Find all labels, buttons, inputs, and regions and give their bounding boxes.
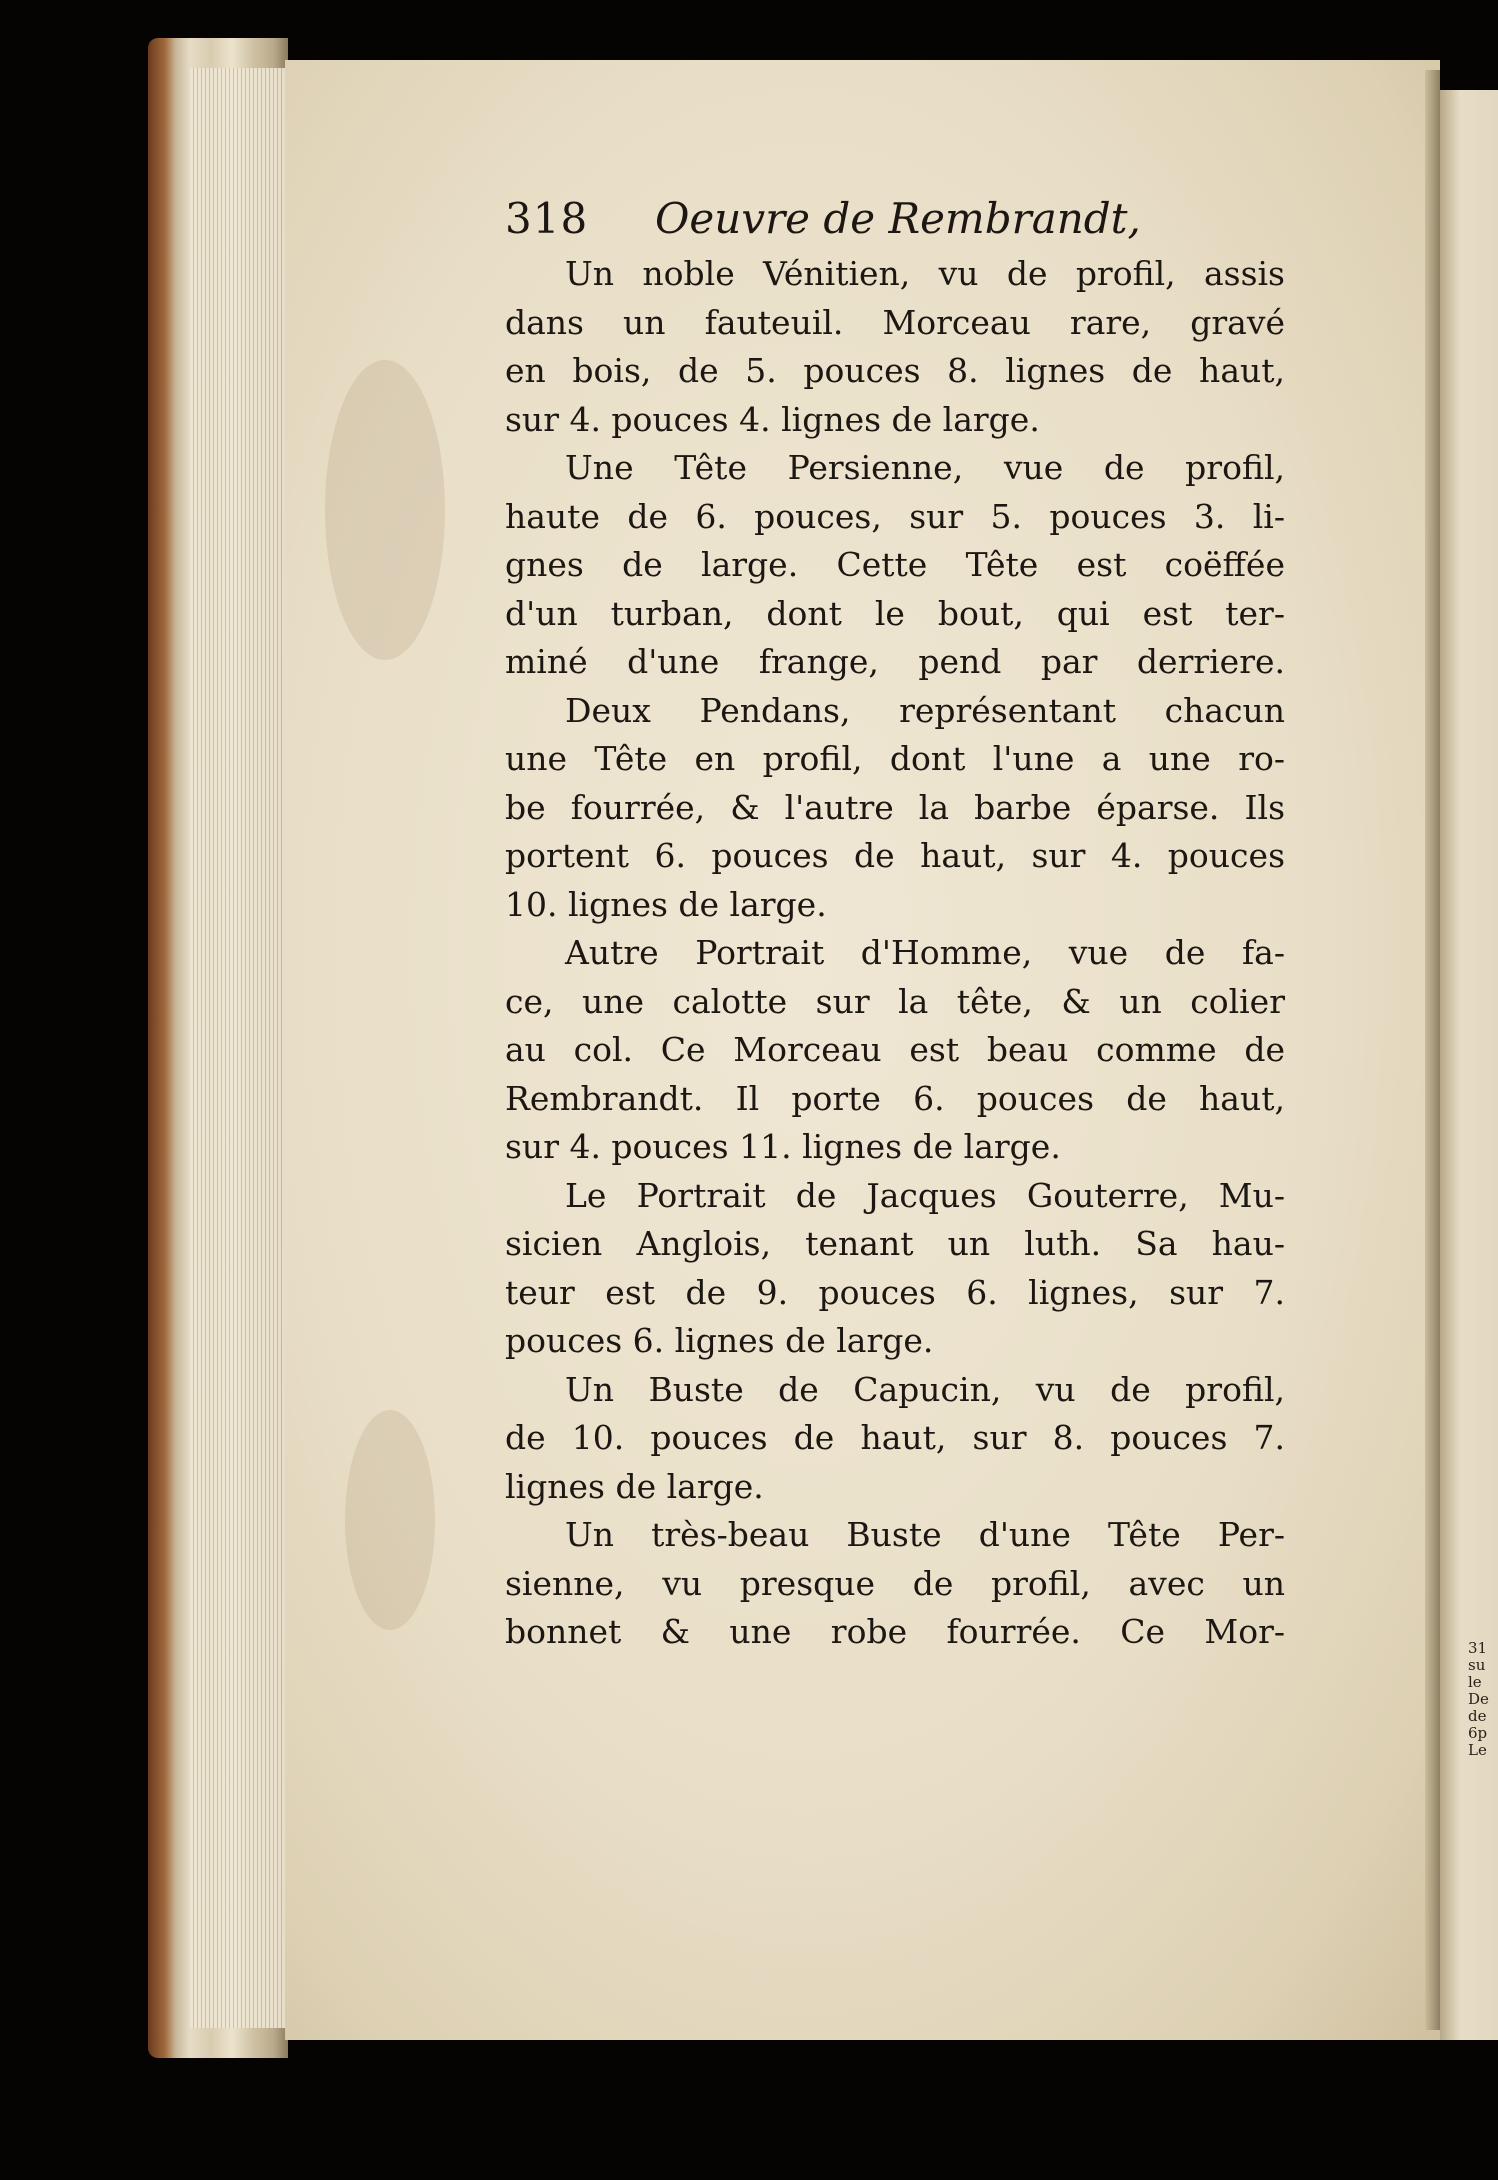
page-stain [325, 360, 445, 660]
book-gutter [1425, 70, 1440, 2030]
text-line: haute de 6. pouces, sur 5. pouces 3. li- [505, 496, 1285, 536]
text-line: ce, une calotte sur la tête, & un colier [505, 981, 1285, 1021]
text-line: sur 4. pouces 4. lignes de large. [505, 399, 1040, 439]
text-line: d'un turban, dont le bout, qui est ter- [505, 593, 1285, 633]
text-line: Le Portrait de Jacques Gouterre, Mu- [565, 1175, 1285, 1215]
text-line: lignes de large. [505, 1466, 764, 1506]
text-line: bonnet & une robe fourrée. Ce Mor- [505, 1612, 1285, 1651]
text-line: Autre Portrait d'Homme, vue de fa- [565, 933, 1285, 972]
text-line: une Tête en profil, dont l'une a une ro- [505, 739, 1285, 778]
text-line: Une Tête Persienne, vue de profil, [565, 448, 1285, 487]
text-line: de 10. pouces de haut, sur 8. pouces 7. [505, 1418, 1285, 1457]
page-text [505, 188, 1285, 1657]
running-title: Oeuvre de Rembrandt, [655, 194, 1141, 243]
facing-page-edge [1440, 90, 1498, 2040]
text-line: Un très-beau Buste d'une Tête Per- [565, 1515, 1285, 1554]
text-line: Un noble Vénitien, vu de profil, assis [565, 254, 1285, 293]
running-head [505, 188, 1285, 250]
text-line: en bois, de 5. pouces 8. lignes de haut, [505, 351, 1285, 390]
page-number: 318 [505, 194, 589, 243]
text-line: miné d'une frange, pend par derriere. [505, 642, 1285, 681]
text-line: sur 4. pouces 11. lignes de large. [505, 1127, 1061, 1166]
text-line: gnes de large. Cette Tête est coëffée [505, 545, 1285, 584]
text-line: sicien Anglois, tenant un luth. Sa hau- [505, 1224, 1285, 1263]
page-stack-edge [190, 68, 285, 2028]
text-line: Un Buste de Capucin, vu de profil, [565, 1369, 1285, 1409]
text-line: au col. Ce Morceau est beau comme de [505, 1030, 1285, 1069]
text-line: pouces 6. lignes de large. [505, 1321, 934, 1360]
facing-page-text: 31 su le De de 6p Le [1468, 1640, 1489, 1759]
text-line: sienne, vu presque de profil, avec un [505, 1563, 1285, 1603]
text-line: 10. lignes de large. [505, 884, 827, 924]
text-line: dans un fauteuil. Morceau rare, gravé [505, 302, 1285, 342]
text-line: be fourrée, & l'autre la barbe éparse. Ils [505, 787, 1285, 827]
text-line: Deux Pendans, représentant chacun [565, 690, 1285, 730]
text-line: Rembrandt. Il porte 6. pouces de haut, [505, 1078, 1285, 1118]
text-line: portent 6. pouces de haut, sur 4. pouces [505, 836, 1285, 875]
text-line: teur est de 9. pouces 6. lignes, sur 7. [505, 1272, 1285, 1312]
page-stain [345, 1410, 435, 1630]
